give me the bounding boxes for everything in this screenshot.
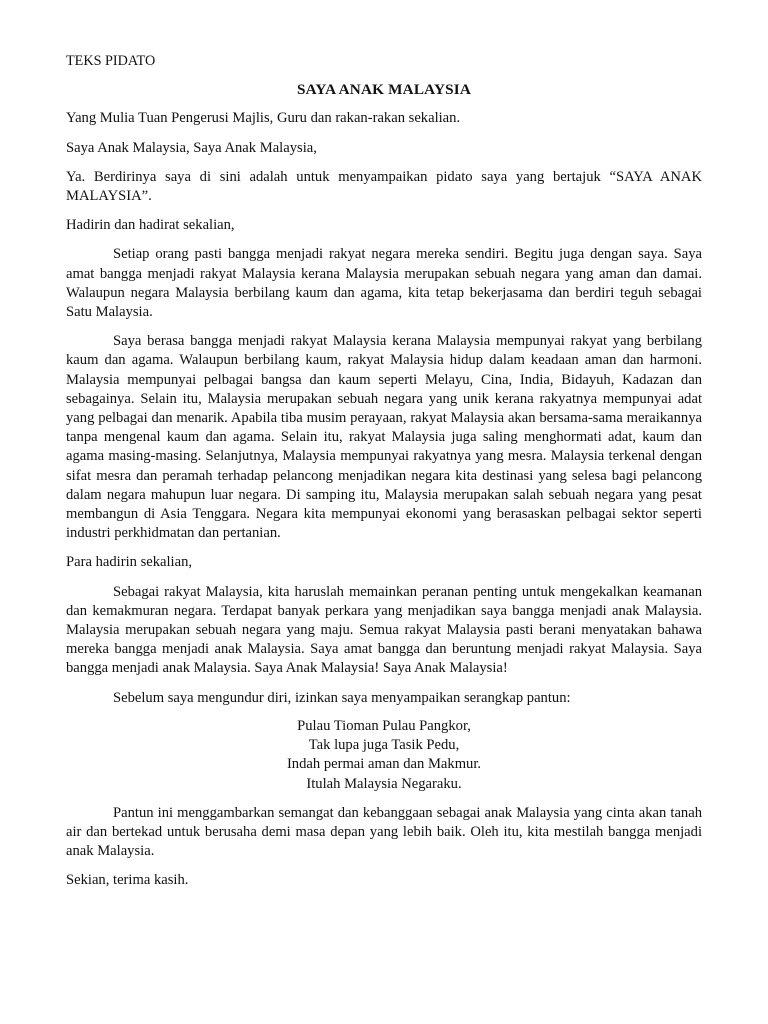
audience-address-2: Para hadirin sekalian, [66,554,193,571]
body-paragraph-3: Sebagai rakyat Malaysia, kita haruslah memainkan peranan penting untuk mengekalkan keamanan dan kemakmuran negara. Terdapat banyak perkara yang menjadikan saya bangga menjadi anak Malaysia. Malaysia merupakan sebuah negara yang maju. Semua rakyat Malaysia pasti berani menyatakan bahawa mereka bangga menjadi anak Malaysia. Saya amat bangga dan beruntung menjadi rakyat Malaysia. Saya bangga menjadi anak Malaysia. Saya Anak Malaysia! Saya Anak Malaysia! [66,583,702,677]
document-title: SAYA ANAK MALAYSIA [296,81,472,99]
pantun-line: Tak lupa juga Tasik Pedu, [308,737,460,754]
closing-line: Sekian, terima kasih. [66,872,189,889]
pantun-intro: Sebelum saya mengundur diri, izinkan saya menyampaikan serangkap pantun: [113,689,571,706]
audience-address: Hadirin dan hadirat sekalian, [66,217,235,234]
greeting-line: Saya Anak Malaysia, Saya Anak Malaysia, [66,139,317,156]
body-paragraph-2: Saya berasa bangga menjadi rakyat Malaysia kerana Malaysia mempunyai rakyat yang berbilang kaum dan agama. Walaupun berbilang kaum, rakyat Malaysia hidup dalam keadaan aman dan harmoni. Malaysia mempunyai pelbagai bangsa dan kaum seperti Melayu, Cina, India, Bidayuh, Kadazan dan sebagainya. Selain itu, Malaysia merupakan sebuah negara yang unik kerana rakyatnya mempunyai adat yang pelbagai dan menarik. Apabila tiba musim perayaan, rakyat Malaysia akan bersama-sama meraikannya tanpa mengenal kaum dan agama. Selain itu, rakyat Malaysia juga saling menghormati adat, kaum dan agama masing-masing. Selanjutnya, Malaysia mempunyai rakyatnya yang mesra. Malaysia terkenal dengan sifat mesra dan peramah terhadap pelancong menjadikan negara kita destinasi yang selesa bagi pelancong dalam negara mahupun luar negara. Di samping itu, Malaysia merupakan salah sebuah negara yang pesat membangun di Asia Tenggara. Negara kita mempunyai ekonomi yang berasaskan pelbagai sektor seperti industri perkhidmatan dan pertanian. [66,333,702,542]
intro-paragraph: Ya. Berdirinya saya di sini adalah untuk menyampaikan pidato saya yang bertajuk “SAYA ANAK MALAYSIA”. [66,168,702,205]
salutation-paragraph: Yang Mulia Tuan Pengerusi Majlis, Guru dan rakan-rakan sekalian. [66,110,461,127]
document-label: TEKS PIDATO [66,53,156,69]
pantun-line: Pulau Tioman Pulau Pangkor, [297,717,471,734]
closing-paragraph: Pantun ini menggambarkan semangat dan kebanggaan sebagai anak Malaysia yang cinta akan tanah air dan bertekad untuk berusaha demi masa depan yang lebih baik. Oleh itu, kita mestilah bangga menjadi anak Malaysia. [66,804,702,860]
pantun-line: Itulah Malaysia Negaraku. [306,775,462,792]
body-paragraph-1: Setiap orang pasti bangga menjadi rakyat negara mereka sendiri. Begitu juga dengan saya. Saya amat bangga menjadi rakyat Malaysia kerana Malaysia merupakan sebuah negara yang aman dan damai. Walaupun negara Malaysia berbilang kaum dan agama, kita tetap bekerjasama dan berdiri teguh sebagai Satu Malaysia. [66,246,702,321]
document-body [66,52,702,891]
pantun-verse [66,717,702,794]
pantun-line: Indah permai aman dan Makmur. [286,756,482,773]
